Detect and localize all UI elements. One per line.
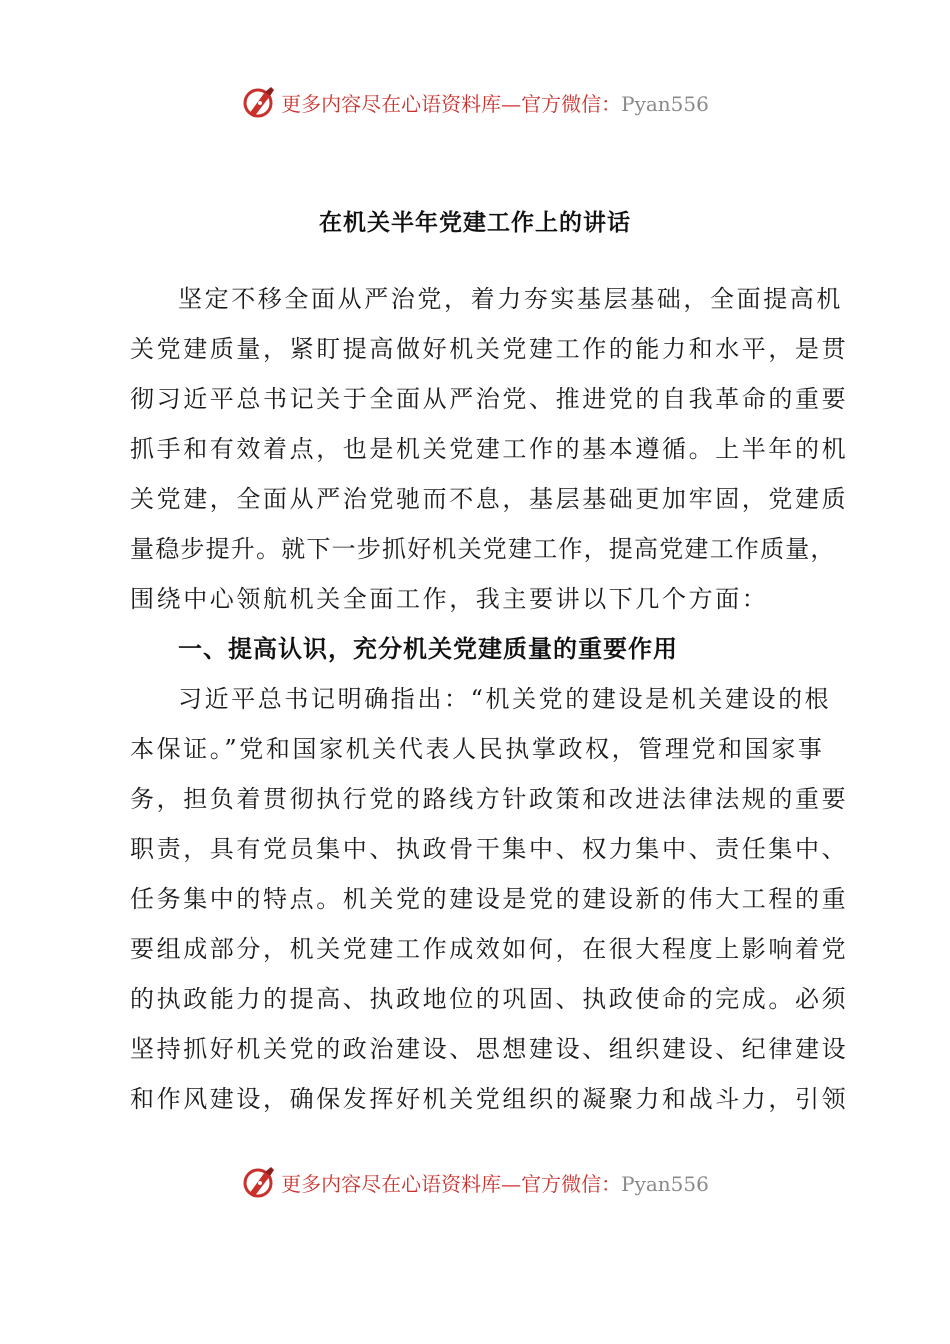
- text-line: 围绕中心领航机关全面工作，我主要讲以下几个方面：: [130, 585, 769, 613]
- banner-text: 更多内容尽在心语资料库—官方微信：Pyan556: [281, 91, 709, 116]
- pen-logo-icon: [241, 84, 277, 120]
- text-line: 和作风建设，确保发挥好机关党组织的凝聚力和战斗力，引领: [130, 1085, 849, 1113]
- text-line: 务，担负着贯彻执行党的路线方针政策和改进法律法规的重要: [130, 785, 849, 813]
- footer-banner: [0, 1162, 950, 1202]
- text-line: 要组成部分，机关党建工作成效如何，在很大程度上影响着党: [130, 935, 849, 963]
- banner-text: 更多内容尽在心语资料库—官方微信：Pyan556: [281, 1171, 709, 1196]
- text-line: 坚定不移全面从严治党，着力夯实基层基础，全面提高机: [178, 285, 843, 313]
- text-line: 抓手和有效着点，也是机关党建工作的基本遵循。上半年的机: [130, 435, 849, 463]
- text-line: 关党建，全面从严治党驰而不息，基层基础更加牢固，党建质: [130, 485, 849, 513]
- wechat-id: Pyan556: [621, 1171, 709, 1196]
- text-line: 量稳步提升。就下一步抓好机关党建工作，提高党建工作质量，: [130, 535, 836, 563]
- text-line: 坚持抓好机关党的政治建设、思想建设、组织建设、纪律建设: [130, 1035, 849, 1063]
- text-line: 的执政能力的提高、执政地位的巩固、执政使命的完成。必须: [130, 985, 849, 1013]
- section-heading-1: 一、提高认识，充分机关党建质量的重要作用: [178, 634, 678, 663]
- text-line: 本保证。”党和国家机关代表人民执掌政权，管理党和国家事: [130, 735, 825, 763]
- pen-logo-icon: [241, 1164, 277, 1200]
- document-title: 在机关半年党建工作上的讲话: [319, 209, 631, 236]
- text-line: 职责，具有党员集中、执政骨干集中、权力集中、责任集中、: [130, 835, 849, 863]
- header-banner: [0, 82, 950, 122]
- wechat-id: Pyan556: [621, 91, 709, 116]
- text-line: 关党建质量，紧盯提高做好机关党建工作的能力和水平，是贯: [130, 335, 849, 363]
- text-line: 任务集中的特点。机关党的建设是党的建设新的伟大工程的重: [130, 885, 849, 913]
- text-line: 习近平总书记明确指出：“机关党的建设是机关建设的根: [178, 685, 832, 713]
- text-line: 彻习近平总书记关于全面从严治党、推进党的自我革命的重要: [130, 385, 849, 413]
